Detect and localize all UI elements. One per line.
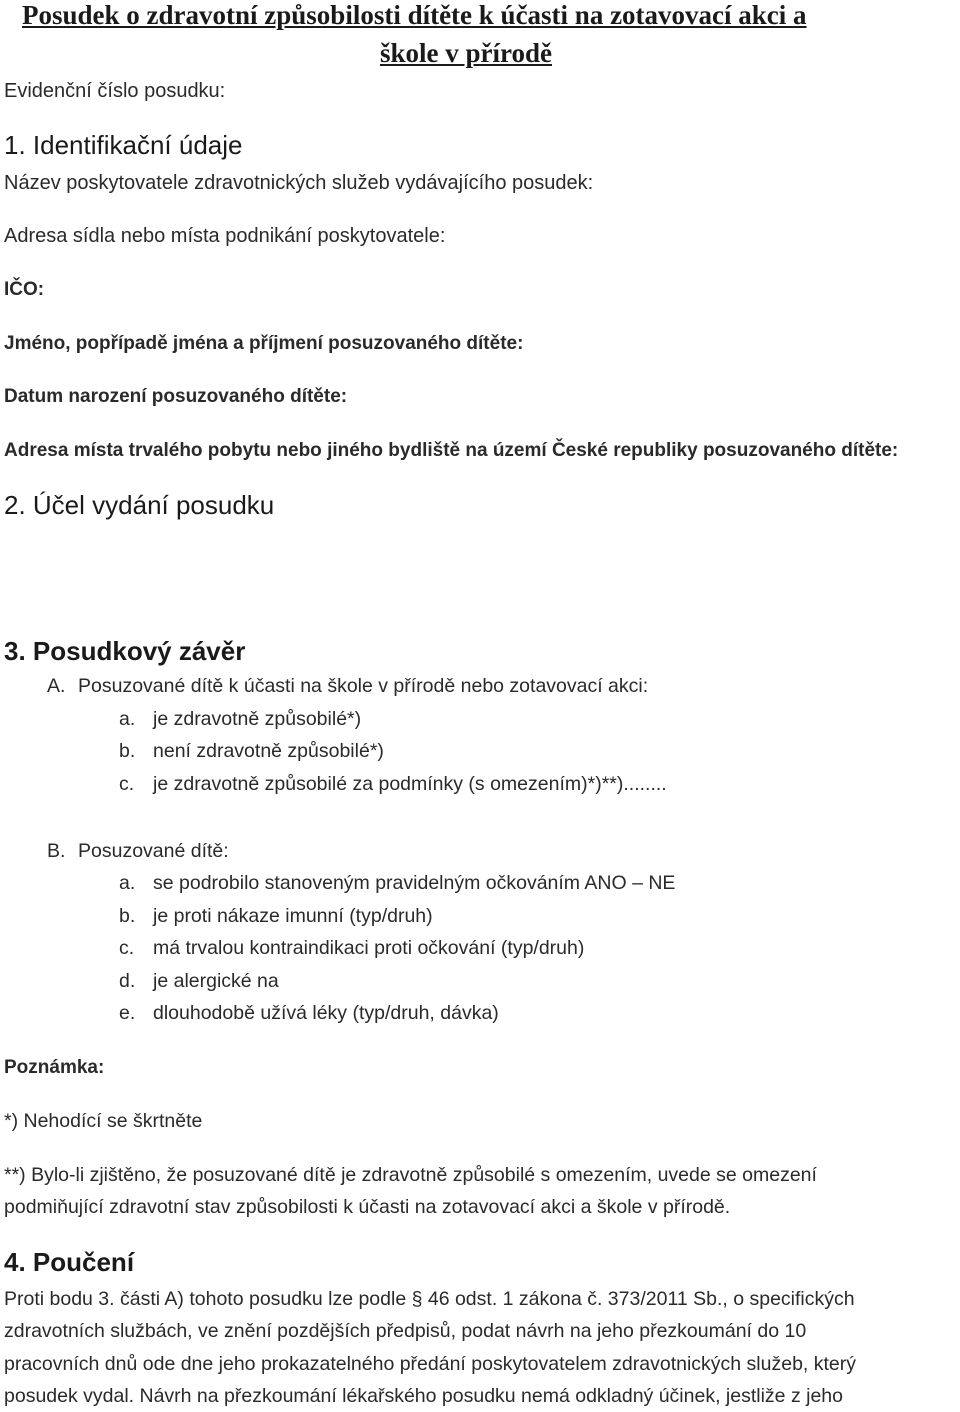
part-b-item-text: se podrobilo stanoveným pravidelným očkováním ANO – NE [153, 872, 676, 894]
document-title-line1: Posudek o zdravotní způsobilosti dítěte k účasti na zotavovací akci a [22, 0, 807, 30]
section4-heading: 4. Poučení [4, 1247, 135, 1277]
part-a-item-marker: a. [119, 708, 136, 730]
part-b-item-marker: d. [119, 970, 136, 992]
section3-heading: 3. Posudkový závěr [4, 636, 246, 666]
part-b-item-text: je proti nákaze imunní (typ/druh) [153, 905, 433, 927]
document-title-line2: škole v přírodě [380, 38, 553, 68]
part-a-item-marker: b. [119, 740, 136, 762]
instruction-line3: pracovních dnů ode dne jeho prokazatelného předání poskytovatelem zdravotnických služeb, který [4, 1353, 857, 1375]
provider-name-label: Název poskytovatele zdravotnických služeb vydávajícího posudek: [4, 172, 594, 194]
part-a-item-text: není zdravotně způsobilé*) [153, 740, 384, 762]
part-b-item-marker: e. [119, 1002, 136, 1024]
residence-label: Adresa místa trvalého pobytu nebo jiného bydliště na území České republiky posuzovaného dítěte: [4, 440, 899, 461]
footnote-strike: *) Nehodící se škrtněte [4, 1110, 203, 1132]
part-b-text: Posuzované dítě: [78, 840, 229, 862]
part-b-marker: B. [47, 840, 66, 862]
birth-date-label: Datum narození posuzovaného dítěte: [4, 386, 348, 407]
part-a-marker: A. [47, 675, 66, 697]
part-a-item-text: je zdravotně způsobilé*) [153, 708, 362, 730]
part-a-item-text: je zdravotně způsobilé za podmínky (s omezením)*)**)........ [153, 773, 667, 795]
part-b-item-text: má trvalou kontraindikaci proti očkování (typ/druh) [153, 937, 585, 959]
footnote-restriction-line2: podmiňující zdravotní stav způsobilosti k účasti na zotavovací akci a škole v přírodě. [4, 1196, 731, 1218]
instruction-line2: zdravotních službách, ve znění pozdějších předpisů, podat návrh na jeho přezkoumání do 10 [4, 1320, 807, 1342]
part-b-item-marker: b. [119, 905, 136, 927]
footnote-restriction-line1: **) Bylo-li zjištěno, že posuzované dítě je zdravotně způsobilé s omezením, uvede se omezení [4, 1164, 817, 1186]
provider-address-label: Adresa sídla nebo místa podnikání poskytovatele: [4, 225, 446, 247]
section1-heading: 1. Identifikační údaje [4, 130, 243, 160]
part-a-text: Posuzované dítě k účasti na škole v přírodě nebo zotavovací akci: [78, 675, 649, 697]
ico-label: IČO: [4, 279, 45, 300]
instruction-line1: Proti bodu 3. části A) tohoto posudku lze podle § 46 odst. 1 zákona č. 373/2011 Sb., o specifických [4, 1288, 855, 1310]
part-b-item-text: dlouhodobě užívá léky (typ/druh, dávka) [153, 1002, 499, 1024]
child-name-label: Jméno, popřípadě jména a příjmení posuzovaného dítěte: [4, 333, 524, 354]
evidence-number-label: Evidenční číslo posudku: [4, 80, 226, 102]
instruction-line4: posudek vydal. Návrh na přezkoumání lékařského posudku nemá odkladný účinek, jestliže z jeho [4, 1385, 843, 1407]
part-b-item-marker: c. [119, 937, 135, 959]
part-a-item-marker: c. [119, 773, 135, 795]
part-b-item-marker: a. [119, 872, 136, 894]
section2-heading: 2. Účel vydání posudku [4, 490, 275, 520]
part-b-item-text: je alergické na [153, 970, 279, 992]
note-label: Poznámka: [4, 1057, 105, 1078]
